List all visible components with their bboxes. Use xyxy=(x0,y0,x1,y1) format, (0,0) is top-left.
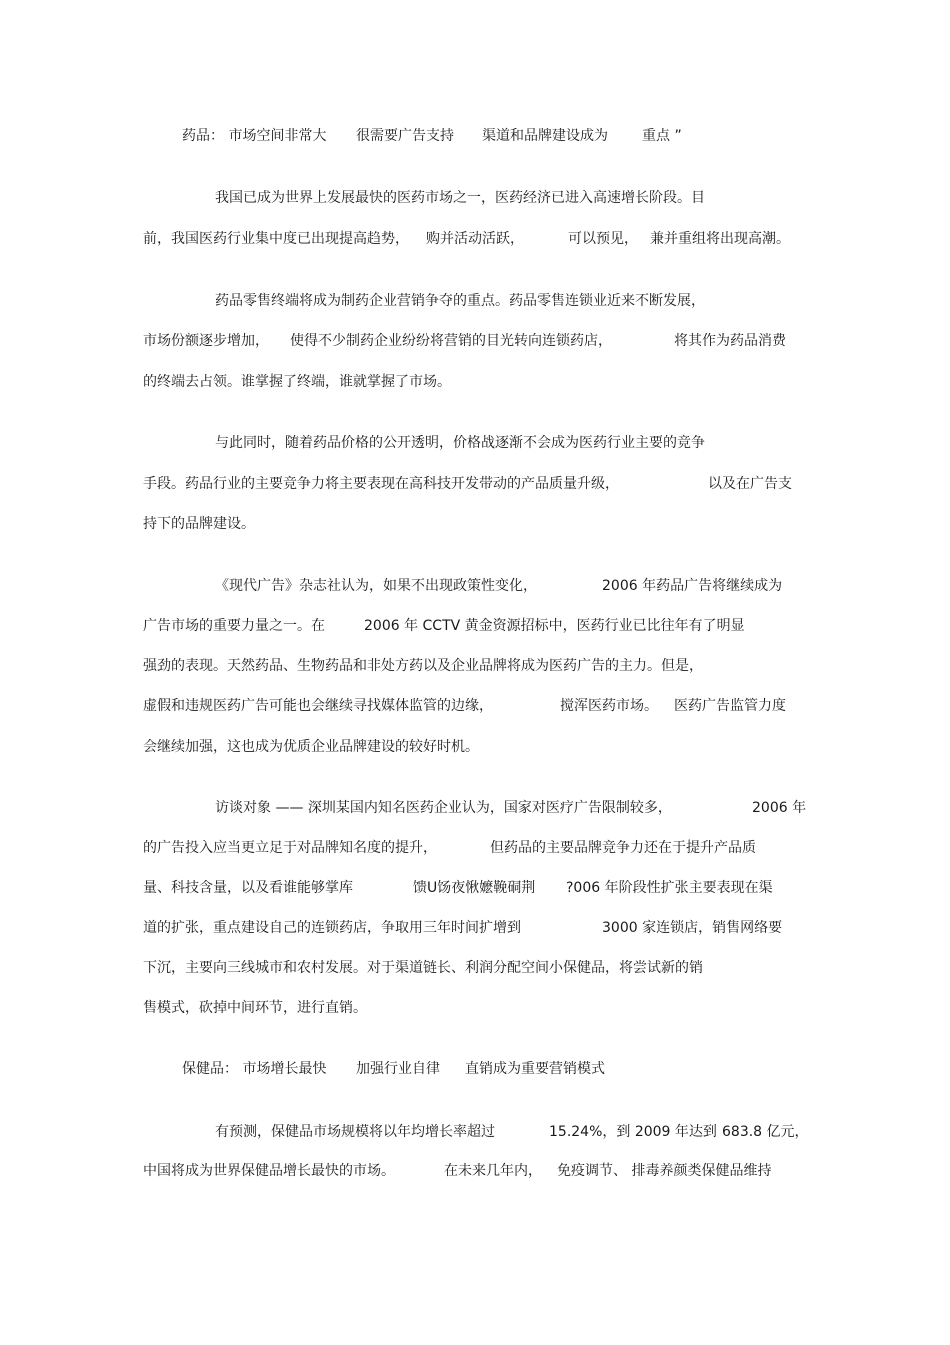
section-heading-drugs xyxy=(0,125,950,147)
text-segment: 购并活动活跃， xyxy=(426,231,524,247)
text-segment: ?006 年阶段性扩张主要表现在渠 xyxy=(566,880,773,896)
text-segment: 药品零售终端将成为制药企业营销争夺的重点。药品零售连锁业近来不断发展， xyxy=(215,293,705,309)
heading-segment: 很需要广告支持 xyxy=(356,128,454,144)
text-segment: 15.24%，到 2009 年达到 xyxy=(549,1124,717,1140)
paragraph-line xyxy=(0,695,950,717)
text-segment: 683.8 亿元， xyxy=(722,1124,809,1140)
text-segment: 但药品的主要品牌竞争力还在于提升产品质 xyxy=(490,840,756,856)
text-segment: 市场份额逐步增加， xyxy=(143,333,269,349)
text-segment: 中国将成为世界保健品增长最快的市场。 xyxy=(143,1163,395,1179)
text-segment: 将其作为药品消费 xyxy=(674,333,786,349)
paragraph-line xyxy=(0,473,950,495)
text-segment: 虚假和违规医药广告可能也会继续寻找媒体监管的边缘， xyxy=(143,698,493,714)
paragraph-line xyxy=(0,228,950,250)
paragraph-line xyxy=(0,877,950,899)
text-segment: 持下的品牌建设。 xyxy=(143,516,255,532)
text-segment: 2006 年药品广告将继续成为 xyxy=(602,578,783,594)
paragraph-line xyxy=(0,290,950,312)
text-segment: 强劲的表现。天然药品、生物药品和非处方药以及企业品牌将成为医药广告的主力。但是， xyxy=(143,658,703,674)
paragraph-line xyxy=(0,957,950,979)
text-segment: 会继续加强，这也成为优质企业品牌建设的较好时机。 xyxy=(143,739,479,755)
text-segment: 以及在广告支 xyxy=(708,476,792,492)
paragraph-line xyxy=(0,330,950,352)
paragraph-line xyxy=(0,615,950,637)
text-segment: 售模式，砍掉中间环节，进行直销。 xyxy=(143,1000,367,1016)
text-segment: 前，我国医药行业集中度已出现提高趋势， xyxy=(143,231,409,247)
text-segment: 兼并重组将出现高潮。 xyxy=(650,231,790,247)
text-segment: 有预测，保健品市场规模将以年均增长率超过 xyxy=(215,1124,495,1140)
heading-segment: 直销成为重要营销模式 xyxy=(465,1061,605,1077)
text-segment: 在未来几年内， xyxy=(444,1163,542,1179)
paragraph-line xyxy=(0,997,950,1019)
text-segment: 《现代广告》杂志社认为，如果不出现政策性变化， xyxy=(215,578,537,594)
section-heading-health-products xyxy=(0,1058,950,1080)
paragraph-line xyxy=(0,575,950,597)
text-segment: 免疫调节、 排毒养颜类保健品维持 xyxy=(557,1163,772,1179)
paragraph-line xyxy=(0,1160,950,1182)
paragraph-line xyxy=(0,1121,950,1143)
paragraph-line xyxy=(0,917,950,939)
text-segment: 2006 年 CCTV 黄金资源招标中，医药行业已比往年有了明显 xyxy=(364,618,745,634)
paragraph-line xyxy=(0,797,950,819)
text-segment: 2006 年 xyxy=(752,800,807,816)
paragraph-line xyxy=(0,371,950,393)
text-segment: 使得不少制药企业纷纷将营销的目光转向连锁药店， xyxy=(290,333,612,349)
text-segment: 搅浑医药市场。 xyxy=(560,698,658,714)
paragraph-line xyxy=(0,432,950,454)
paragraph-line xyxy=(0,736,950,758)
text-segment: 的广告投入应当更立足于对品牌知名度的提升， xyxy=(143,840,437,856)
heading-segment: 渠道和品牌建设成为 xyxy=(482,128,608,144)
paragraph-line xyxy=(0,513,950,535)
text-segment: 道的扩张，重点建设自己的连锁药店，争取用三年时间扩增到 xyxy=(143,920,521,936)
text-segment: 广告市场的重要力量之一。在 xyxy=(143,618,325,634)
text-segment: 我国已成为世界上发展最快的医药市场之一，医药经济已进入高速增长阶段。目 xyxy=(215,190,705,206)
text-segment: 的终端去占领。谁掌握了终端，谁就掌握了市场。 xyxy=(143,374,451,390)
text-segment: 馈U饧夜愀嬷鞔硐荆 xyxy=(413,880,536,896)
paragraph-line xyxy=(0,187,950,209)
text-segment: 3000 家连锁店，销售网络要 xyxy=(602,920,783,936)
text-segment: 下沉，主要向三线城市和农村发展。对于渠道链长、利润分配空间小保健品，将尝试新的销 xyxy=(143,960,703,976)
paragraph-line xyxy=(0,837,950,859)
text-segment: 手段。药品行业的主要竞争力将主要表现在高科技开发带动的产品质量升级， xyxy=(143,476,619,492)
heading-segment: 重点 ” xyxy=(642,128,682,144)
text-segment: 可以预见， xyxy=(568,231,638,247)
heading-segment: 加强行业自律 xyxy=(356,1061,440,1077)
heading-segment: 保健品： 市场增长最快 xyxy=(182,1061,327,1077)
text-segment: 量、科技含量，以及看谁能够掌库 xyxy=(143,880,353,896)
text-segment: 与此同时，随着药品价格的公开透明，价格战逐渐不会成为医药行业主要的竞争 xyxy=(215,435,705,451)
text-segment: 访谈对象 —— 深圳某国内知名医药企业认为，国家对医疗广告限制较多， xyxy=(215,800,672,816)
paragraph-line xyxy=(0,655,950,677)
heading-segment: 药品： 市场空间非常大 xyxy=(182,128,327,144)
text-segment: 医药广告监管力度 xyxy=(674,698,786,714)
